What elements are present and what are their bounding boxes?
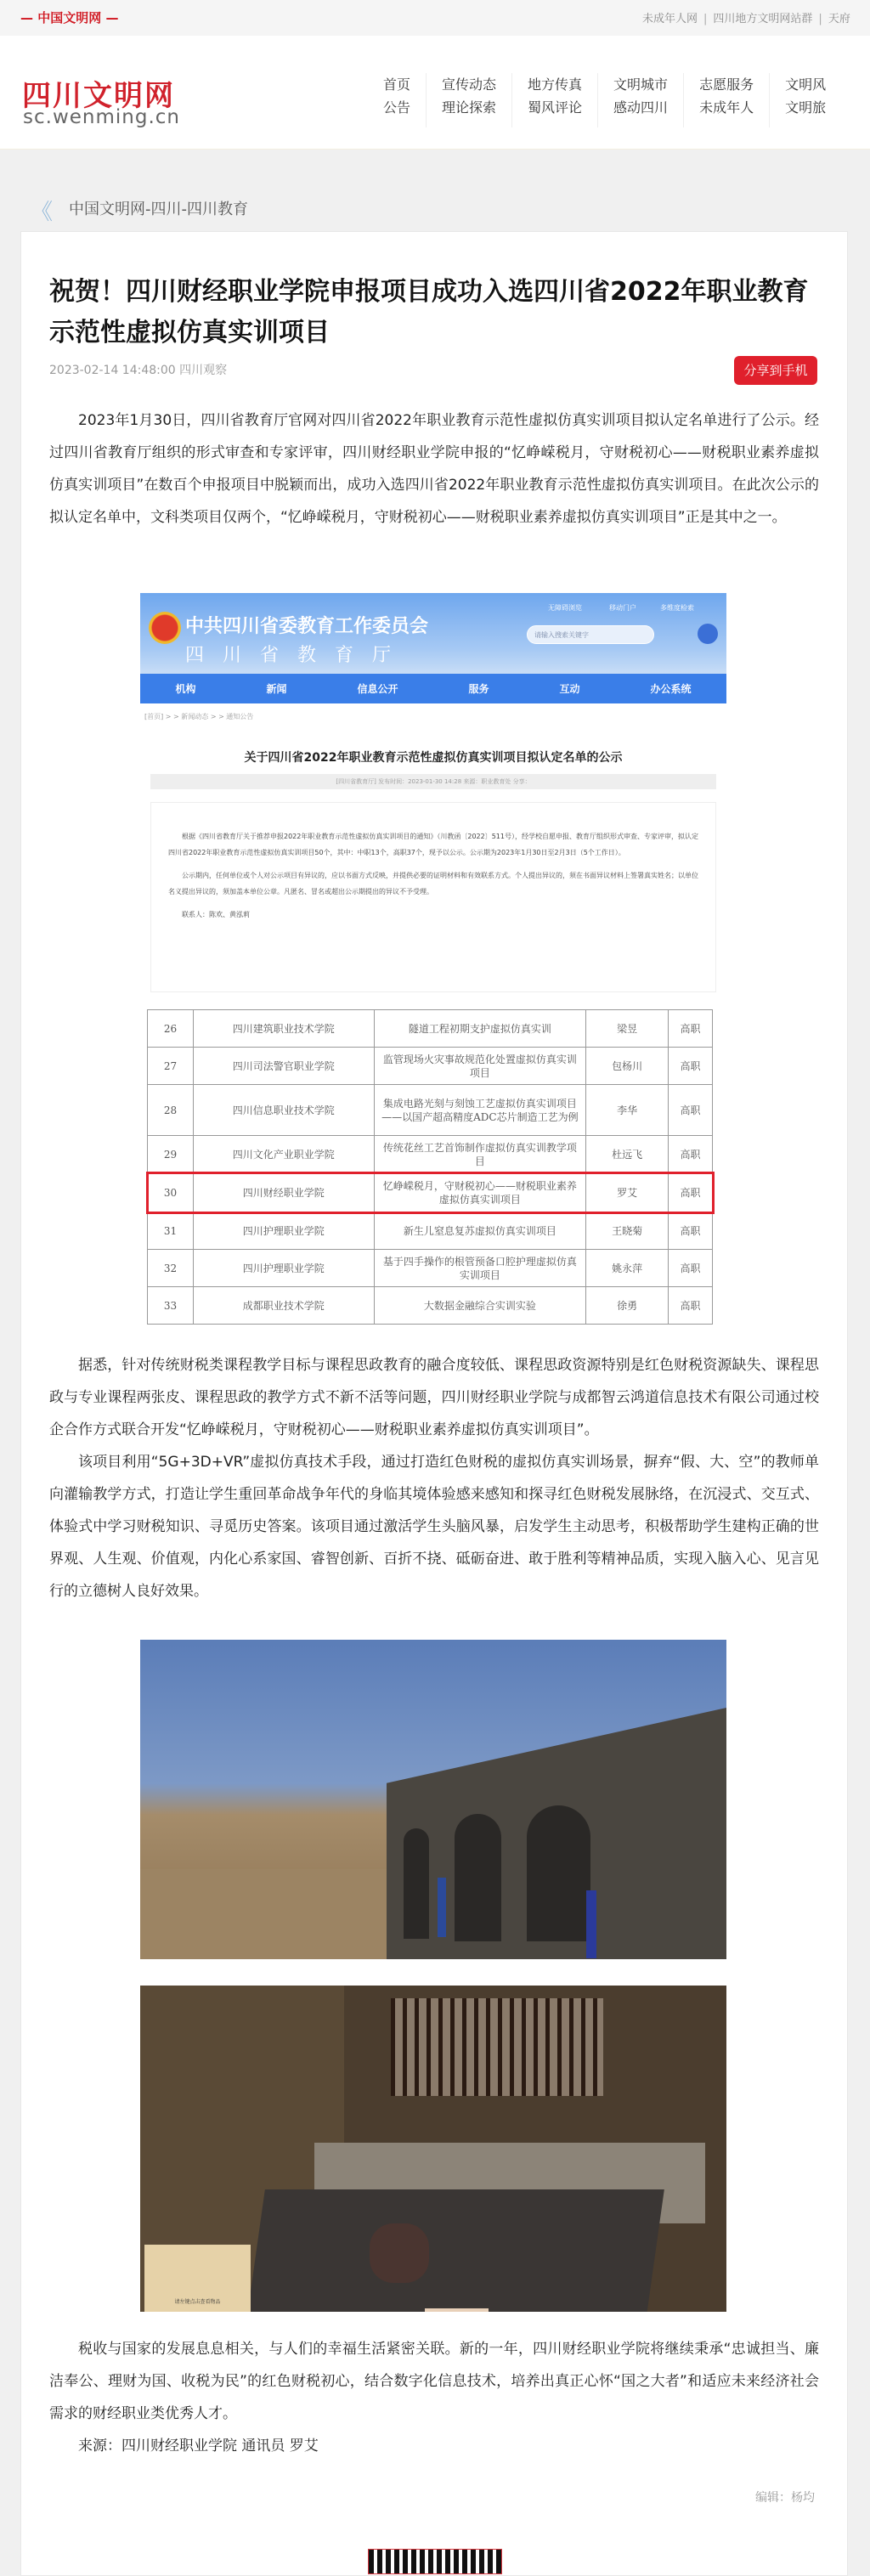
gov-notice-body — [150, 802, 716, 992]
table-row: 32 四川护理职业学院 基于四手操作的根管预备口腔护理虚拟仿真实训项目 姚永萍 高职 — [148, 1250, 713, 1287]
nav-column — [368, 73, 426, 127]
nav-column — [769, 73, 841, 127]
top-link-tianfu[interactable]: 天府 — [828, 13, 850, 25]
gov-org-name: 中共四川省委教育工作委员会 — [185, 616, 429, 637]
project-table — [147, 1009, 713, 1325]
qr-code[interactable] — [368, 2549, 502, 2574]
nav-column — [426, 73, 511, 127]
hint-panel-text: 请左键点击查看物品 — [144, 2245, 251, 2312]
main-nav — [368, 73, 841, 127]
table-row: 26 四川建筑职业技术学院 隧道工程初期支护虚拟仿真实训 梁昱 高职 — [148, 1010, 713, 1048]
top-bar — [0, 0, 870, 36]
article-paragraph: 该项目利用“5G+3D+VR”虚拟仿真技术手段，通过打造红色财税的虚拟仿真实训场景，摒弃“假、大、空”的教师单向灌输教学方式，打造让学生重回革命战争年代的身临其境体验感来感知和探寻红色财税发展脉络，在沉浸式、交互式、体验式中学习财税知识、寻觅历史答案。该项目通过激活学生头脑风暴，启发学生主动思考，积极帮助学生建构正确的世界观、人生观、价值观，内化心系家国、睿智创新、百折不挠、砥砺奋进、敢于胜利等精神品质，实现入脑入心、见言见行的立德树人良好效果。 — [49, 1454, 819, 1600]
article-meta: 2023-02-14 14:48:00 四川观察 — [49, 364, 228, 377]
top-link-site-group[interactable]: 四川地方文明网站群 — [713, 13, 813, 25]
brand-link[interactable]: — 中国文明网 — — [20, 10, 119, 25]
nav-item-city[interactable]: 文明城市 — [613, 76, 669, 93]
nav-item-notice[interactable]: 公告 — [383, 99, 411, 116]
figure — [438, 1878, 446, 1937]
nav-item-minors[interactable]: 未成年人 — [699, 99, 754, 116]
logo-url: sc.wenming.cn — [23, 106, 180, 128]
nav-item-travel[interactable]: 文明旅 — [785, 99, 827, 116]
site-header — [0, 36, 870, 150]
gov-top-link: 多维度检索 — [660, 604, 694, 612]
top-links — [642, 9, 850, 25]
gov-nav-item: 机构 — [175, 683, 196, 695]
arch — [455, 1814, 501, 1941]
logo[interactable]: 四川文明网 — [22, 79, 175, 113]
table — [236, 2189, 664, 2312]
article-paragraph: 税收与国家的发展息息相关，与人们的幸福生活紧密关联。新的一年，四川财经职业学院将继续秉承“忠诚担当、廉洁奉公、理财为国、收税为民”的红色财税初心，结合数字化信息技术，培养出真正心怀“国之大者”和适应未来经济社会需求的财经职业类优秀人才。 — [49, 2341, 819, 2422]
nav-item-home[interactable]: 首页 — [383, 76, 411, 93]
divider: | — [818, 13, 822, 25]
nav-column — [511, 73, 597, 127]
gov-notice-contact: 联系人：陈欢、黄泓莉 — [182, 911, 250, 918]
top-link-minors[interactable]: 未成年人网 — [642, 13, 698, 25]
breadcrumb-path[interactable]: 中国文明网-四川-四川教育 — [69, 201, 248, 218]
divider: | — [703, 13, 708, 25]
search-icon — [698, 624, 718, 644]
gov-notice-title: 关于四川省2022年职业教育示范性虚拟仿真实训项目拟认定名单的公示 — [244, 751, 623, 765]
figure — [586, 1890, 596, 1958]
arch — [527, 1805, 590, 1941]
table-row: 27 四川司法警官职业学院 监管现场火灾事故规范化处置虚拟仿真实训项目 包杨川 高职 — [148, 1048, 713, 1085]
gov-notice-meta: [四川省教育厅] 发布时间：2023-01-30 14:28 来源：职业教育处 分享： — [150, 774, 716, 789]
vr-scene-exterior-image — [140, 1640, 726, 1959]
article-title: 祝贺！四川财经职业学院申报项目成功入选四川省2022年职业教育示范性虚拟仿真实训项目 — [49, 277, 809, 347]
table-row: 31 四川护理职业学院 新生儿窒息复苏虚拟仿真实训项目 王晓菊 高职 — [148, 1212, 713, 1250]
gov-top-link: 无障碍浏览 — [548, 604, 582, 612]
gov-top-link: 移动门户 — [609, 604, 636, 612]
share-to-phone-button[interactable]: 分享到手机 — [734, 356, 817, 385]
article-source: 来源：四川财经职业学院 通讯员 罗艾 — [78, 2438, 319, 2455]
gov-nav-item: 办公系统 — [650, 683, 692, 695]
nav-column — [597, 73, 683, 127]
gov-nav-item: 信息公开 — [357, 683, 398, 695]
nav-item-moving[interactable]: 感动四川 — [613, 99, 669, 116]
gov-search-box: 请输入搜索关键字 — [527, 625, 654, 644]
nav-item-theory[interactable]: 理论探索 — [442, 99, 497, 116]
article-paragraph: 2023年1月30日，四川省教育厅官网对四川省2022年职业教育示范性虚拟仿真实训项目拟认定名单进行了公示。经过四川省教育厅组织的形式审查和专家评审，四川财经职业学院申报的“忆峥嵘税月，守财税初心——财税职业素养虚拟仿真实训项目”在数百个申报项目中脱颖而出，成功入选四川省2022年职业教育示范性虚拟仿真实训项目。在此次公示的拟认定名单中，文科类项目仅两个，“忆峥嵘税月，守财税初心——财税职业素养虚拟仿真实训项目”正是其中之一。 — [49, 412, 819, 526]
screenshot-result-table — [140, 994, 726, 1324]
gov-nav — [140, 674, 726, 703]
table-row: 33 成都职业技术学院 大数据金融综合实训实验 徐勇 高职 — [148, 1287, 713, 1325]
book — [425, 2308, 489, 2312]
article-editor: 编辑：杨均 — [755, 2491, 815, 2505]
gov-breadcrumb: [首页] > > 新闻动态 > > 通知公告 — [144, 713, 254, 720]
gov-notice-paragraph: 公示期内，任何单位或个人对公示项目有异议的，应以书面方式反映，并提供必要的证明材料和有效联系方式。个人提出异议的，须在书面异议材料上签署真实姓名；以单位名义提出异议的，须加盖本单位公章。凡匿名、冒名或超出公示期提出的异议不予受理。 — [168, 872, 698, 895]
arch — [404, 1828, 429, 1939]
nav-item-custom[interactable]: 文明风 — [785, 76, 827, 93]
nav-item-comment[interactable]: 蜀风评论 — [528, 99, 583, 116]
nav-item-local[interactable]: 地方传真 — [528, 76, 583, 93]
screenshot-gov-notice — [140, 593, 726, 994]
table-row-highlighted: 30 四川财经职业学院 忆峥嵘税月，守财税初心——财税职业素养虚拟仿真实训项目 罗艾 高职 — [148, 1173, 713, 1212]
lattice-window — [391, 1998, 603, 2096]
nav-column — [683, 73, 769, 127]
teapot — [370, 2223, 429, 2283]
article-paragraph: 据悉，针对传统财税类课程教学目标与课程思政教育的融合度较低、课程思政资源特别是红色财税资源缺失、课程思政与专业课程两张皮、课程思政的教学方式不新不活等问题，四川财经职业学院与成都智云鸿道信息技术有限公司通过校企合作方式联合开发“忆峥嵘税月，守财税初心——财税职业素养虚拟仿真实训项目”。 — [49, 1357, 819, 1438]
national-emblem-icon — [149, 612, 181, 644]
gov-nav-item: 互动 — [559, 683, 580, 695]
gov-dept-name: 四川省教育厅 — [185, 645, 410, 666]
gov-nav-item: 新闻 — [266, 683, 287, 695]
nav-item-news[interactable]: 宣传动态 — [442, 76, 497, 93]
gov-header — [140, 593, 726, 674]
vr-scene-interior-image — [140, 1986, 726, 2312]
table-row: 29 四川文化产业职业学院 传统花丝工艺首饰制作虚拟仿真实训教学项目 杜远飞 高职 — [148, 1136, 713, 1173]
gov-notice-paragraph: 根据《四川省教育厅关于推荐申报2022年职业教育示范性虚拟仿真实训项目的通知》（川教函〔2022〕511号），经学校自愿申报、教育厅组织形式审查、专家评审，拟认定四川省2022年职业教育示范性虚拟仿真实训项目50个，其中：中职13个，高职37个，现予以公示。公示期为2023年1月30日至2月3日（5个工作日）。 — [168, 833, 698, 856]
double-chevron-left-icon[interactable]: 《 — [31, 200, 54, 225]
gov-nav-item: 服务 — [468, 683, 489, 695]
nav-item-volunteer[interactable]: 志愿服务 — [699, 76, 754, 93]
table-row: 28 四川信息职业技术学院 集成电路光刻与刻蚀工艺虚拟仿真实训项目——以国产超高精度ADC芯片制造工艺为例 李华 高职 — [148, 1085, 713, 1136]
